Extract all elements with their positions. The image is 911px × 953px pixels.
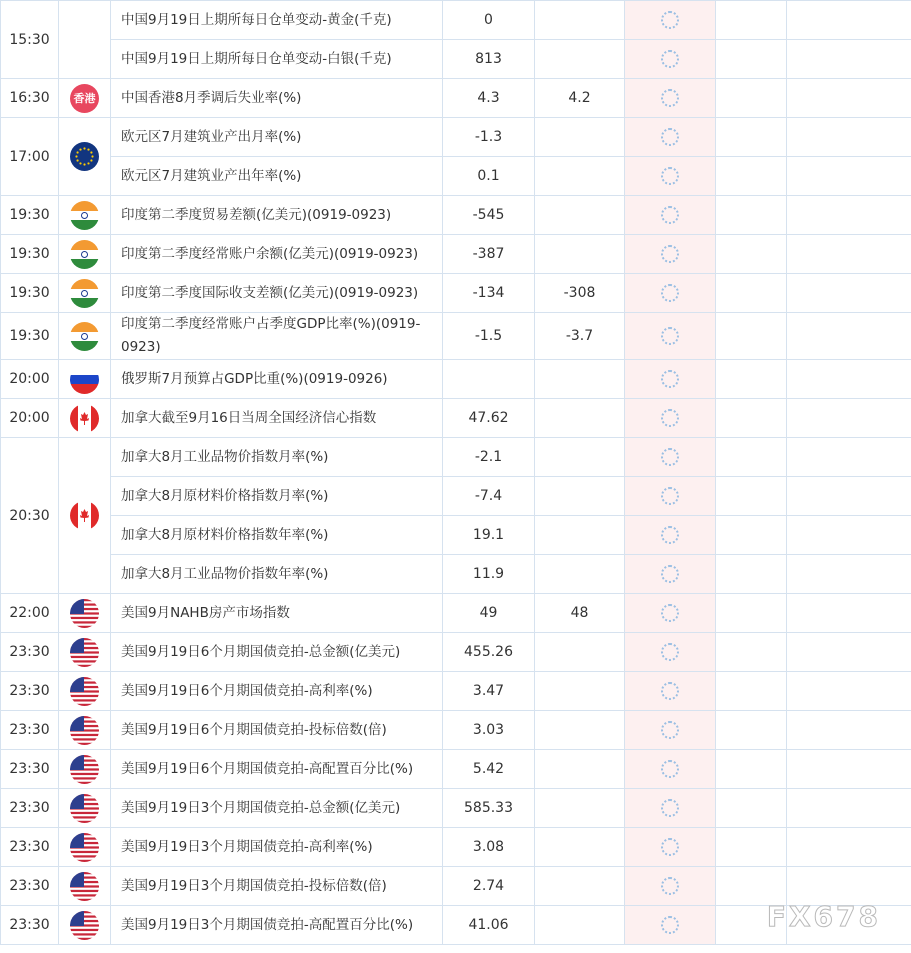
indicator-name: 印度第二季度经常账户占季度GDP比率(%)(0919-0923)	[111, 313, 443, 360]
fx678-watermark: FX678	[766, 900, 881, 933]
actual-value-cell	[625, 555, 716, 594]
table-row	[1, 711, 911, 750]
indicator-name: 美国9月19日3个月期国债竞拍-高配置百分比(%)	[111, 906, 443, 945]
usa-flag-icon	[70, 872, 99, 901]
extra-cell	[787, 79, 911, 118]
india-flag-icon	[70, 279, 99, 308]
previous-value: 11.9	[443, 555, 535, 594]
extra-cell	[716, 118, 787, 157]
india-flag-icon	[70, 240, 99, 269]
indicator-name: 中国9月19日上期所每日仓单变动-白银(千克)	[111, 40, 443, 79]
extra-cell	[787, 594, 911, 633]
previous-value: -1.5	[443, 313, 535, 360]
table-row	[1, 750, 911, 789]
extra-cell	[787, 360, 911, 399]
loading-spinner-icon	[661, 245, 679, 263]
event-time: 23:30	[1, 906, 59, 945]
event-time: 23:30	[1, 633, 59, 672]
forecast-value	[535, 555, 625, 594]
extra-cell	[716, 594, 787, 633]
previous-value: 49	[443, 594, 535, 633]
table-row	[1, 235, 911, 274]
indicator-name: 美国9月19日6个月期国债竞拍-高利率(%)	[111, 672, 443, 711]
table-row	[1, 789, 911, 828]
event-time: 17:00	[1, 118, 59, 196]
forecast-value	[535, 789, 625, 828]
extra-cell	[787, 1, 911, 40]
extra-cell	[787, 274, 911, 313]
event-time: 16:30	[1, 79, 59, 118]
actual-value-cell	[625, 633, 716, 672]
extra-cell	[787, 399, 911, 438]
indicator-name: 加拿大8月工业品物价指数年率(%)	[111, 555, 443, 594]
extra-cell	[716, 40, 787, 79]
actual-value-cell	[625, 516, 716, 555]
actual-value-cell	[625, 906, 716, 945]
forecast-value	[535, 196, 625, 235]
indicator-name: 美国9月19日6个月期国债竞拍-高配置百分比(%)	[111, 750, 443, 789]
previous-value: -1.3	[443, 118, 535, 157]
event-time: 23:30	[1, 789, 59, 828]
country-flag-cell	[59, 633, 111, 672]
extra-cell	[716, 711, 787, 750]
country-flag-cell	[59, 672, 111, 711]
country-flag-cell	[59, 313, 111, 360]
actual-value-cell	[625, 789, 716, 828]
extra-cell	[787, 235, 911, 274]
actual-value-cell	[625, 1, 716, 40]
forecast-value	[535, 157, 625, 196]
previous-value: 41.06	[443, 906, 535, 945]
country-flag-cell	[59, 711, 111, 750]
forecast-value	[535, 867, 625, 906]
previous-value: -2.1	[443, 438, 535, 477]
event-time: 23:30	[1, 867, 59, 906]
table-row	[1, 555, 911, 594]
loading-spinner-icon	[661, 760, 679, 778]
table-row	[1, 196, 911, 235]
extra-cell	[716, 672, 787, 711]
usa-flag-icon	[70, 911, 99, 940]
country-flag-cell	[59, 438, 111, 594]
previous-value: 3.03	[443, 711, 535, 750]
actual-value-cell	[625, 235, 716, 274]
forecast-value: 4.2	[535, 79, 625, 118]
country-flag-cell	[59, 196, 111, 235]
loading-spinner-icon	[661, 50, 679, 68]
country-flag-cell	[59, 789, 111, 828]
extra-cell	[787, 828, 911, 867]
table-row	[1, 516, 911, 555]
usa-flag-icon	[70, 716, 99, 745]
india-flag-icon	[70, 201, 99, 230]
country-flag-cell	[59, 750, 111, 789]
usa-flag-icon	[70, 833, 99, 862]
indicator-name: 中国9月19日上期所每日仓单变动-黄金(千克)	[111, 1, 443, 40]
previous-value	[443, 360, 535, 399]
loading-spinner-icon	[661, 327, 679, 345]
loading-spinner-icon	[661, 89, 679, 107]
loading-spinner-icon	[661, 565, 679, 583]
actual-value-cell	[625, 79, 716, 118]
actual-value-cell	[625, 438, 716, 477]
extra-cell	[716, 516, 787, 555]
extra-cell	[787, 157, 911, 196]
indicator-name: 美国9月NAHB房产市场指数	[111, 594, 443, 633]
table-row	[1, 828, 911, 867]
extra-cell	[716, 750, 787, 789]
extra-cell	[716, 399, 787, 438]
actual-value-cell	[625, 672, 716, 711]
event-time: 19:30	[1, 196, 59, 235]
loading-spinner-icon	[661, 11, 679, 29]
country-flag-cell	[59, 118, 111, 196]
event-time: 23:30	[1, 672, 59, 711]
table-row	[1, 313, 911, 360]
event-time: 19:30	[1, 313, 59, 360]
event-time: 20:30	[1, 438, 59, 594]
table-row	[1, 157, 911, 196]
forecast-value	[535, 235, 625, 274]
canada-flag-icon	[70, 404, 99, 433]
table-row	[1, 594, 911, 633]
previous-value: 2.74	[443, 867, 535, 906]
extra-cell	[787, 672, 911, 711]
previous-value: 19.1	[443, 516, 535, 555]
extra-cell	[787, 477, 911, 516]
actual-value-cell	[625, 399, 716, 438]
extra-cell	[716, 789, 787, 828]
actual-value-cell	[625, 196, 716, 235]
extra-cell	[787, 555, 911, 594]
extra-cell	[787, 516, 911, 555]
extra-cell	[787, 633, 911, 672]
loading-spinner-icon	[661, 128, 679, 146]
indicator-name: 俄罗斯7月预算占GDP比重(%)(0919-0926)	[111, 360, 443, 399]
country-flag-cell	[59, 399, 111, 438]
country-flag-cell	[59, 360, 111, 399]
extra-cell	[716, 313, 787, 360]
extra-cell	[716, 438, 787, 477]
actual-value-cell	[625, 40, 716, 79]
country-flag-cell	[59, 867, 111, 906]
indicator-name: 中国香港8月季调后失业率(%)	[111, 79, 443, 118]
forecast-value	[535, 672, 625, 711]
country-flag-cell	[59, 235, 111, 274]
indicator-name: 美国9月19日6个月期国债竞拍-总金额(亿美元)	[111, 633, 443, 672]
forecast-value	[535, 633, 625, 672]
loading-spinner-icon	[661, 799, 679, 817]
actual-value-cell	[625, 157, 716, 196]
loading-spinner-icon	[661, 487, 679, 505]
table-row	[1, 633, 911, 672]
extra-cell	[787, 40, 911, 79]
actual-value-cell	[625, 867, 716, 906]
eu-flag-icon	[70, 142, 99, 171]
forecast-value	[535, 40, 625, 79]
hongkong-flag-icon: 香港	[70, 84, 99, 113]
actual-value-cell	[625, 828, 716, 867]
loading-spinner-icon	[661, 643, 679, 661]
table-row	[1, 672, 911, 711]
actual-value-cell	[625, 711, 716, 750]
indicator-name: 印度第二季度贸易差额(亿美元)(0919-0923)	[111, 196, 443, 235]
actual-value-cell	[625, 274, 716, 313]
indicator-name: 美国9月19日3个月期国债竞拍-高利率(%)	[111, 828, 443, 867]
event-time: 22:00	[1, 594, 59, 633]
event-time: 15:30	[1, 1, 59, 79]
extra-cell	[716, 477, 787, 516]
forecast-value	[535, 399, 625, 438]
actual-value-cell	[625, 477, 716, 516]
country-flag-cell	[59, 1, 111, 79]
indicator-name: 加拿大截至9月16日当周全国经济信心指数	[111, 399, 443, 438]
russia-flag-icon	[70, 365, 99, 394]
loading-spinner-icon	[661, 721, 679, 739]
forecast-value	[535, 477, 625, 516]
indicator-name: 加拿大8月工业品物价指数月率(%)	[111, 438, 443, 477]
loading-spinner-icon	[661, 409, 679, 427]
loading-spinner-icon	[661, 604, 679, 622]
actual-value-cell	[625, 360, 716, 399]
loading-spinner-icon	[661, 448, 679, 466]
extra-cell	[716, 1, 787, 40]
loading-spinner-icon	[661, 838, 679, 856]
indicator-name: 印度第二季度经常账户余额(亿美元)(0919-0923)	[111, 235, 443, 274]
previous-value: 585.33	[443, 789, 535, 828]
forecast-value: -3.7	[535, 313, 625, 360]
table-row	[1, 274, 911, 313]
indicator-name: 印度第二季度国际收支差额(亿美元)(0919-0923)	[111, 274, 443, 313]
usa-flag-icon	[70, 794, 99, 823]
event-time: 19:30	[1, 235, 59, 274]
forecast-value: -308	[535, 274, 625, 313]
table-row	[1, 1, 911, 40]
previous-value: 0.1	[443, 157, 535, 196]
extra-cell	[787, 313, 911, 360]
previous-value: 3.47	[443, 672, 535, 711]
country-flag-cell	[59, 828, 111, 867]
indicator-name: 欧元区7月建筑业产出月率(%)	[111, 118, 443, 157]
event-time: 23:30	[1, 828, 59, 867]
event-time: 19:30	[1, 274, 59, 313]
previous-value: 3.08	[443, 828, 535, 867]
table-row	[1, 360, 911, 399]
event-time: 20:00	[1, 399, 59, 438]
forecast-value	[535, 118, 625, 157]
extra-cell	[787, 711, 911, 750]
previous-value: -545	[443, 196, 535, 235]
forecast-value: 48	[535, 594, 625, 633]
loading-spinner-icon	[661, 682, 679, 700]
india-flag-icon	[70, 322, 99, 351]
extra-cell	[787, 789, 911, 828]
previous-value: 5.42	[443, 750, 535, 789]
loading-spinner-icon	[661, 916, 679, 934]
event-time: 20:00	[1, 360, 59, 399]
canada-flag-icon	[70, 501, 99, 530]
indicator-name: 美国9月19日6个月期国债竞拍-投标倍数(倍)	[111, 711, 443, 750]
loading-spinner-icon	[661, 526, 679, 544]
table-row	[1, 118, 911, 157]
previous-value: -7.4	[443, 477, 535, 516]
extra-cell	[716, 633, 787, 672]
loading-spinner-icon	[661, 284, 679, 302]
loading-spinner-icon	[661, 877, 679, 895]
extra-cell	[716, 157, 787, 196]
extra-cell	[716, 555, 787, 594]
previous-value: 813	[443, 40, 535, 79]
extra-cell	[716, 828, 787, 867]
forecast-value	[535, 906, 625, 945]
previous-value: 0	[443, 1, 535, 40]
extra-cell	[787, 118, 911, 157]
usa-flag-icon	[70, 755, 99, 784]
indicator-name: 美国9月19日3个月期国债竞拍-投标倍数(倍)	[111, 867, 443, 906]
actual-value-cell	[625, 750, 716, 789]
extra-cell	[787, 750, 911, 789]
extra-cell	[716, 196, 787, 235]
previous-value: 455.26	[443, 633, 535, 672]
loading-spinner-icon	[661, 206, 679, 224]
previous-value: 4.3	[443, 79, 535, 118]
forecast-value	[535, 1, 625, 40]
loading-spinner-icon	[661, 370, 679, 388]
actual-value-cell	[625, 313, 716, 360]
actual-value-cell	[625, 594, 716, 633]
table-row	[1, 477, 911, 516]
table-row	[1, 438, 911, 477]
forecast-value	[535, 750, 625, 789]
event-time: 23:30	[1, 711, 59, 750]
loading-spinner-icon	[661, 167, 679, 185]
usa-flag-icon	[70, 638, 99, 667]
extra-cell	[716, 274, 787, 313]
extra-cell	[787, 196, 911, 235]
country-flag-cell	[59, 594, 111, 633]
country-flag-cell	[59, 274, 111, 313]
previous-value: 47.62	[443, 399, 535, 438]
extra-cell	[787, 438, 911, 477]
country-flag-cell	[59, 906, 111, 945]
indicator-name: 欧元区7月建筑业产出年率(%)	[111, 157, 443, 196]
indicator-name: 美国9月19日3个月期国债竞拍-总金额(亿美元)	[111, 789, 443, 828]
usa-flag-icon	[70, 599, 99, 628]
forecast-value	[535, 438, 625, 477]
table-row	[1, 40, 911, 79]
forecast-value	[535, 516, 625, 555]
forecast-value	[535, 360, 625, 399]
table-row	[1, 399, 911, 438]
indicator-name: 加拿大8月原材料价格指数年率(%)	[111, 516, 443, 555]
extra-cell	[716, 235, 787, 274]
country-flag-cell	[59, 79, 111, 118]
table-row	[1, 79, 911, 118]
extra-cell	[716, 360, 787, 399]
previous-value: -134	[443, 274, 535, 313]
extra-cell	[716, 79, 787, 118]
forecast-value	[535, 711, 625, 750]
forecast-value	[535, 828, 625, 867]
indicator-name: 加拿大8月原材料价格指数月率(%)	[111, 477, 443, 516]
usa-flag-icon	[70, 677, 99, 706]
actual-value-cell	[625, 118, 716, 157]
previous-value: -387	[443, 235, 535, 274]
event-time: 23:30	[1, 750, 59, 789]
